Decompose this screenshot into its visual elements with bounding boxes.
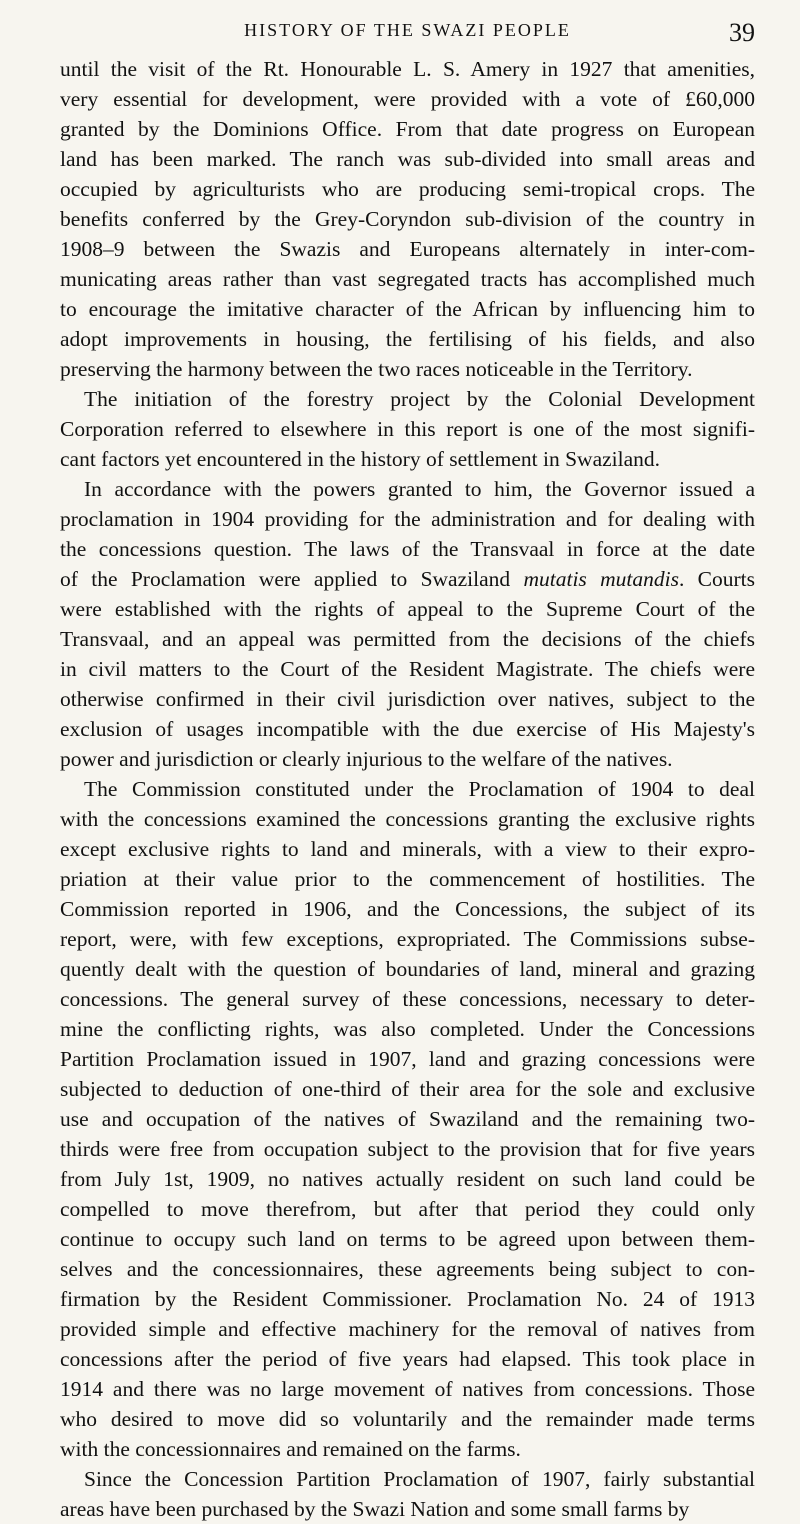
text-line: report, were, with few exceptions, expropriated. The Commissions subse- <box>60 927 755 951</box>
text-line: exclusion of usages incompatible with the due exercise of His Majesty's <box>60 717 755 741</box>
text-line: Commission reported in 1906, and the Concessions, the subject of its <box>60 897 755 921</box>
text-line: adopt improvements in housing, the fertilising of his fields, and also <box>60 327 755 351</box>
text-line: mine the conflicting rights, was also completed. Under the Concessions <box>60 1017 755 1041</box>
text-line: Since the Concession Partition Proclamation of 1907, fairly substantial <box>84 1467 755 1491</box>
text-line: continue to occupy such land on terms to be agreed upon between them- <box>60 1227 755 1251</box>
text-line: provided simple and effective machinery for the removal of natives from <box>60 1317 755 1341</box>
text-line: the concessions question. The laws of the Transvaal in force at the date <box>60 537 755 561</box>
text-line: proclamation in 1904 providing for the administration and for dealing with <box>60 507 755 531</box>
paragraph <box>60 774 755 1464</box>
text-line: granted by the Dominions Office. From that date progress on European <box>60 117 755 141</box>
text-line: concessions after the period of five years had elapsed. This took place in <box>60 1347 755 1371</box>
text-line: otherwise confirmed in their civil jurisdiction over natives, subject to the <box>60 687 755 711</box>
text-line: cant factors yet encountered in the history of settlement in Swaziland. <box>60 447 661 471</box>
paragraph <box>60 1464 755 1524</box>
text-line: The initiation of the forestry project by the Colonial Development <box>84 387 755 411</box>
body-text <box>60 54 755 1524</box>
text-line: land has been marked. The ranch was sub-divided into small areas and <box>60 147 755 171</box>
text-line: municating areas rather than vast segregated tracts has accomplished much <box>60 267 755 291</box>
text-line: with the concessionnaires and remained on the farms. <box>60 1437 521 1461</box>
paragraph <box>60 384 755 474</box>
text-line: with the concessions examined the concessions granting the exclusive rights <box>60 807 755 831</box>
text-fragment: of the Proclamation were applied to Swaziland <box>60 567 524 591</box>
text-fragment: . Courts <box>678 567 755 591</box>
paragraph <box>60 474 755 774</box>
text-line: Transvaal, and an appeal was permitted from the decisions of the chiefs <box>60 627 755 651</box>
text-line: to encourage the imitative character of the African by influencing him to <box>60 297 755 321</box>
text-line: were established with the rights of appeal to the Supreme Court of the <box>60 597 755 621</box>
text-line: from July 1st, 1909, no natives actually resident on such land could be <box>60 1167 755 1191</box>
page-number: 39 <box>729 18 755 47</box>
text-line: compelled to move therefrom, but after that period they could only <box>60 1197 755 1221</box>
text-line: quently dealt with the question of boundaries of land, mineral and grazing <box>60 957 755 981</box>
text-line: until the visit of the Rt. Honourable L. S. Amery in 1927 that amenities, <box>60 57 755 81</box>
text-line: firmation by the Resident Commissioner. Proclamation No. 24 of 1913 <box>60 1287 755 1311</box>
text-line: priation at their value prior to the commencement of hostilities. The <box>60 867 755 891</box>
running-head: HISTORY OF THE SWAZI PEOPLE <box>244 20 571 40</box>
text-line: use and occupation of the natives of Swaziland and the remaining two- <box>60 1107 755 1131</box>
paragraph <box>60 54 755 384</box>
text-line: who desired to move did so voluntarily and the remainder made terms <box>60 1407 755 1431</box>
text-line <box>60 564 755 594</box>
text-line: power and jurisdiction or clearly injurious to the welfare of the natives. <box>60 747 673 771</box>
text-line: thirds were free from occupation subject to the provision that for five years <box>60 1137 755 1161</box>
text-line: areas have been purchased by the Swazi Nation and some small farms by <box>60 1497 690 1521</box>
text-line: Partition Proclamation issued in 1907, land and grazing concessions were <box>60 1047 755 1071</box>
text-line: except exclusive rights to land and minerals, with a view to their expro- <box>60 837 755 861</box>
text-line: The Commission constituted under the Proclamation of 1904 to deal <box>84 777 755 801</box>
text-line: selves and the concessionnaires, these agreements being subject to con- <box>60 1257 755 1281</box>
text-line: subjected to deduction of one-third of their area for the sole and exclusive <box>60 1077 755 1101</box>
italic-phrase: mutatis mutandis <box>523 567 679 591</box>
text-line: very essential for development, were provided with a vote of £60,000 <box>60 87 755 111</box>
text-line: concessions. The general survey of these concessions, necessary to deter- <box>60 987 755 1011</box>
text-line: 1914 and there was no large movement of natives from concessions. Those <box>60 1377 755 1401</box>
text-line: occupied by agriculturists who are producing semi-tropical crops. The <box>60 177 755 201</box>
text-line: benefits conferred by the Grey-Coryndon sub-division of the country in <box>60 207 755 231</box>
text-line: In accordance with the powers granted to him, the Governor issued a <box>84 477 755 501</box>
text-line: 1908–9 between the Swazis and Europeans alternately in inter-com- <box>60 237 755 261</box>
text-line: preserving the harmony between the two races noticeable in the Territory. <box>60 357 693 381</box>
text-line: in civil matters to the Court of the Resident Magistrate. The chiefs were <box>60 657 755 681</box>
text-line: Corporation referred to elsewhere in this report is one of the most signifi- <box>60 417 755 441</box>
